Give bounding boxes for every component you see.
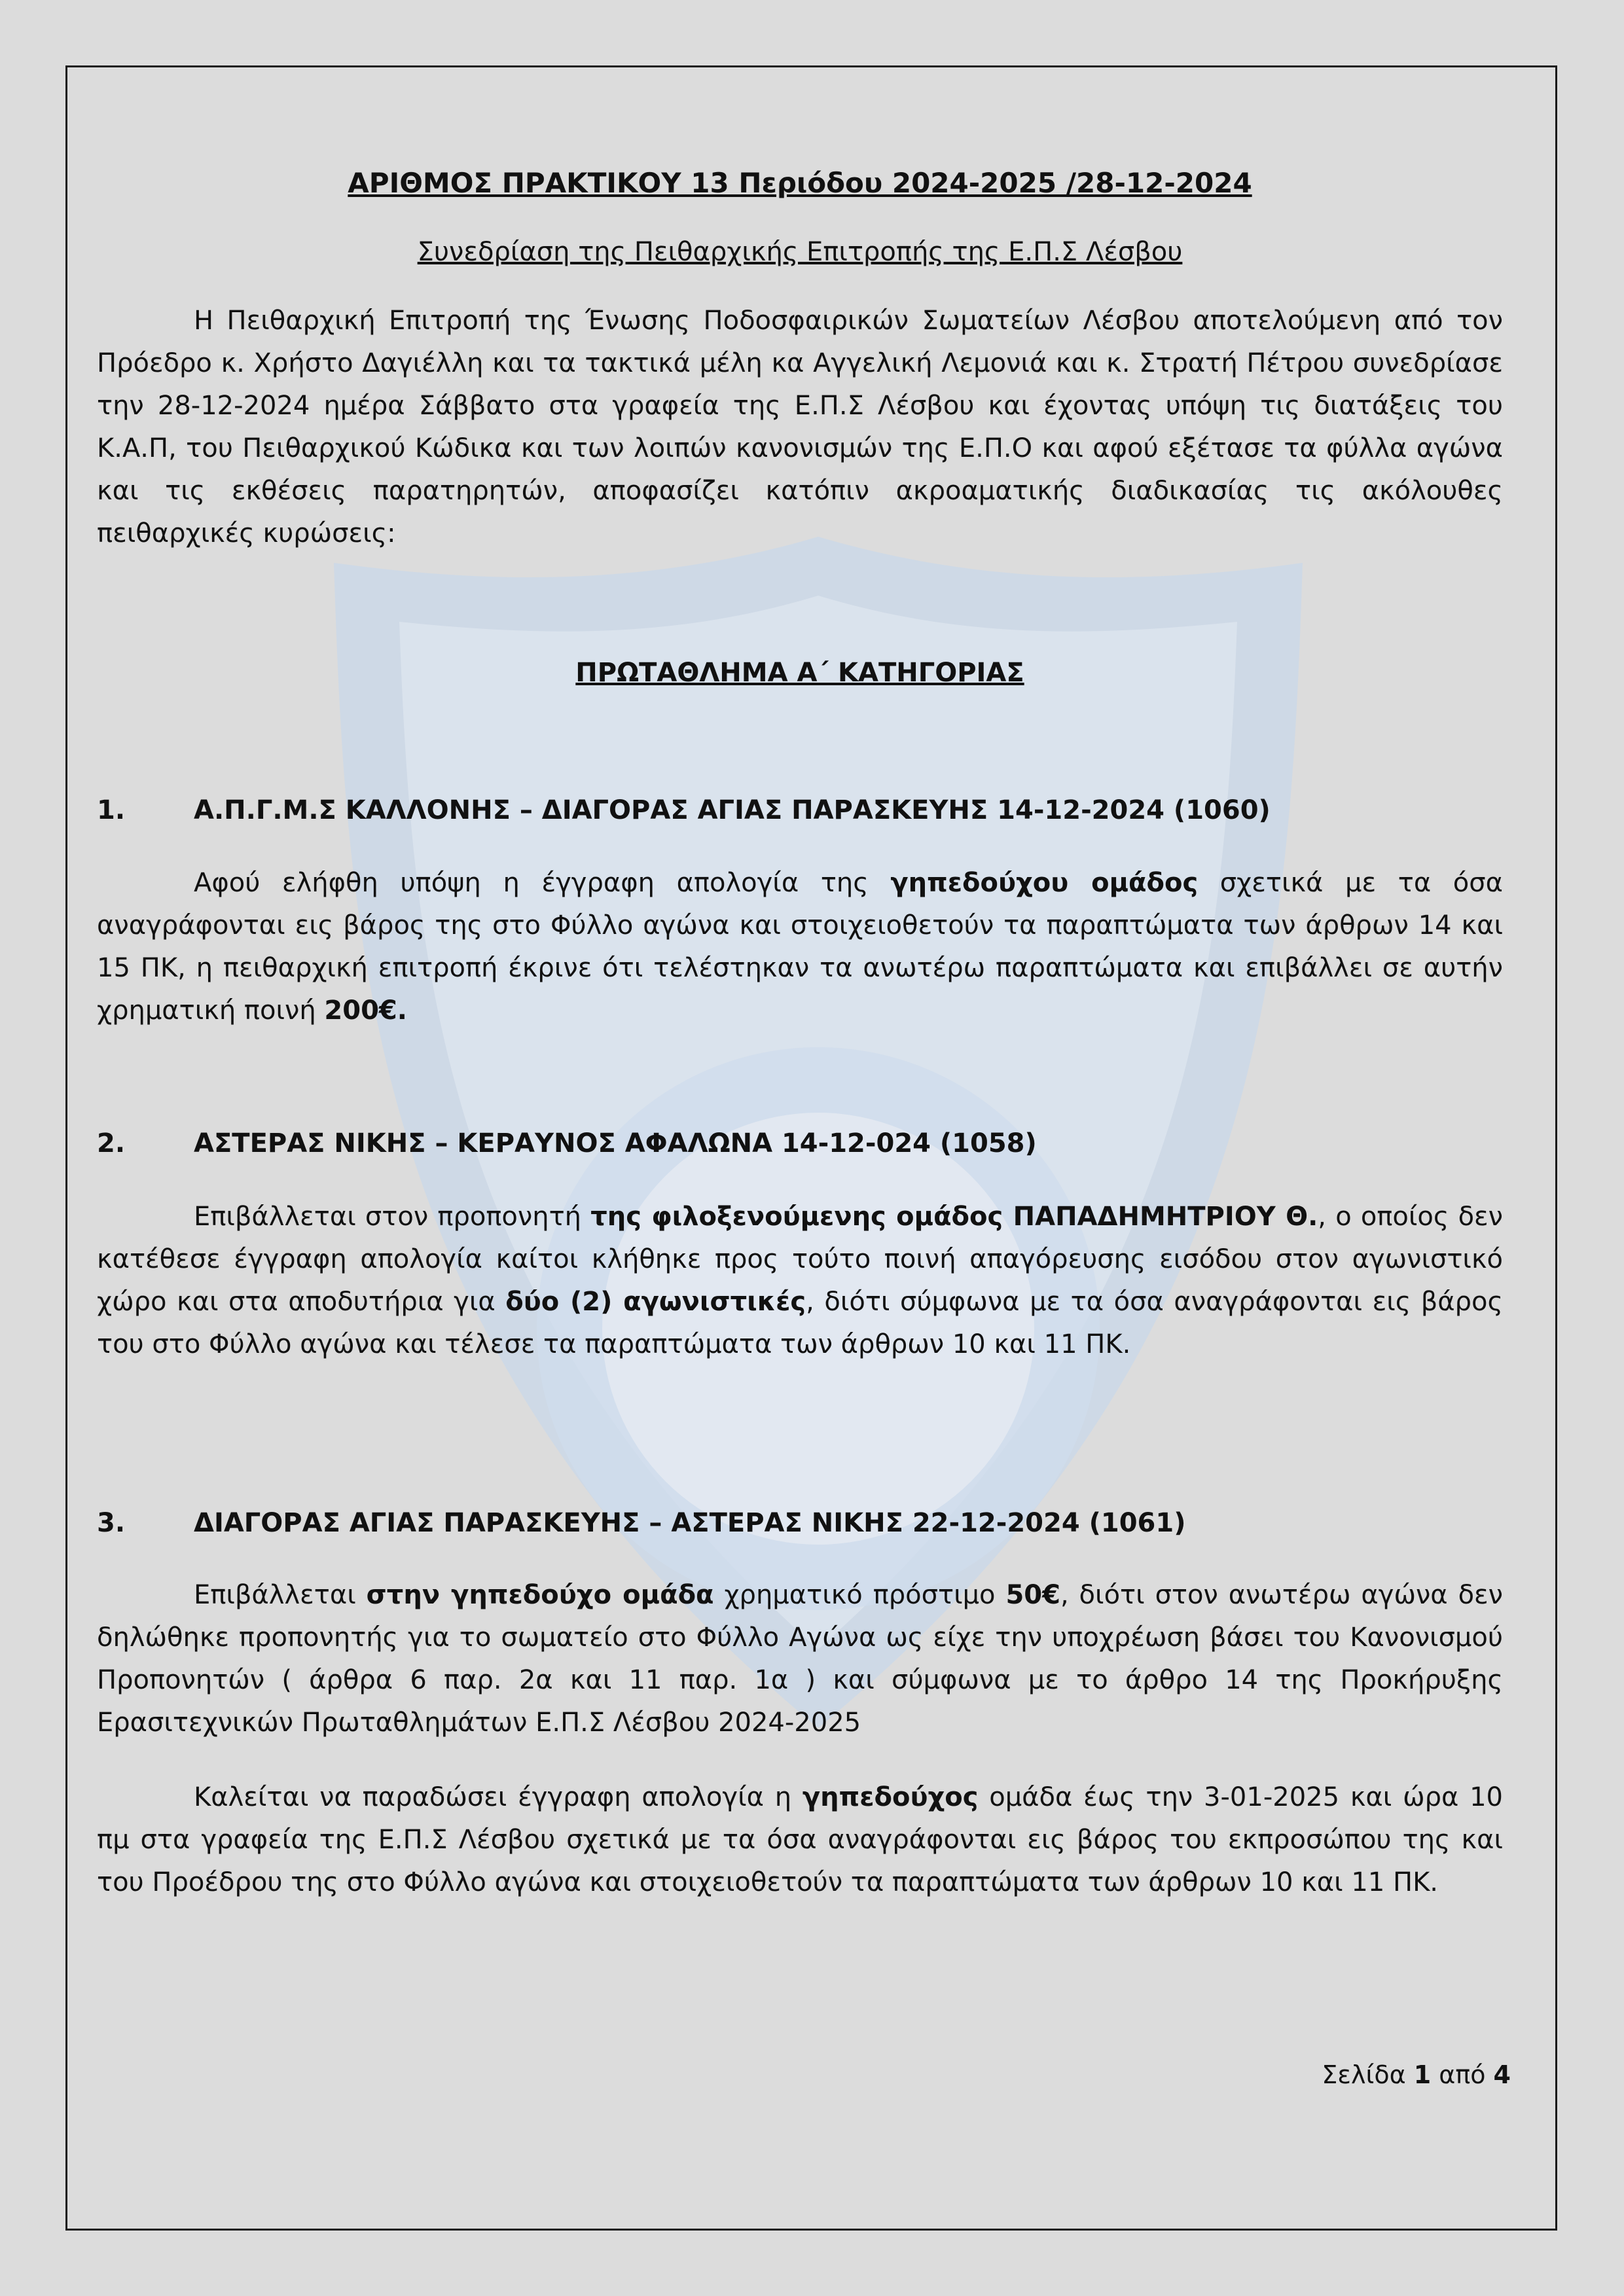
page-number: Σελίδα 1 από 4 <box>1322 2060 1511 2089</box>
case-1-paragraph: Αφού ελήφθη υπόψη η έγγραφη απολογία της γηπεδούχου ομάδος σχετικά με τα όσα αναγράφονται εις βάρος της στο Φύλλο αγώνα και στοιχειοθετούν τα παραπτώματα των άρθρων 14 και 15 ΠΚ, η πειθαρχική επιτροπή έκρινε ότι τελέστηκαν τα ανωτέρω παραπτώματα και επιβάλλει σε αυτήν χρηματική ποινή 200€. <box>97 868 1503 1026</box>
document-title: ΑΡΙΘΜΟΣ ΠΡΑΚΤΙΚΟΥ 13 Περιόδου 2024-2025 /28-12-2024 <box>348 167 1252 199</box>
case-title: ΑΣΤΕΡΑΣ ΝΙΚΗΣ – ΚΕΡΑΥΝΟΣ ΑΦΑΛΩΝΑ 14-12-024 (1058) <box>194 1128 1037 1158</box>
case-number: 3. <box>97 1508 126 1538</box>
case-3-paragraph-2: Καλείται να παραδώσει έγγραφη απολογία η γηπεδούχος ομάδα έως την 3-01-2025 και ώρα 10 πμ στα γραφεία της Ε.Π.Σ Λέσβου σχετικά με τα όσα αναγράφονται εις βάρος του εκπροσώπου της και του Προέδρου της στο Φύλλο αγώνα και στοιχειοθετούν τα παραπτώματα των άρθρων 10 και 11 ΠΚ. <box>97 1782 1503 1897</box>
intro-paragraph: Η Πειθαρχική Επιτροπή της Ένωσης Ποδοσφαιρικών Σωματείων Λέσβου αποτελούμενη από τον Πρόεδρο κ. Χρήστο Δαγιέλλη και τα τακτικά μέλη κα Αγγελική Λεμονιά και κ. Στρατή Πέτρου συνεδρίασε την 28-12-2024 ημέρα Σάββατο στα γραφεία της Ε.Π.Σ Λέσβου και έχοντας υπόψη τις διατάξεις του Κ.Α.Π, του Πειθαρχικού Κώδικα και των λοιπών κανονισμών της Ε.Π.Ο και αφού εξέτασε τα φύλλα αγώνα και τις εκθέσεις παρατηρητών, αποφασίζει κατόπιν ακροαματικής διαδικασίας τις ακόλουθες πειθαρχικές κυρώσεις: <box>97 306 1503 548</box>
case-number: 1. <box>97 795 126 825</box>
section-heading: ΠΡΩΤΑΘΛΗΜΑ Α΄ ΚΑΤΗΓΟΡΙΑΣ <box>575 658 1024 688</box>
case-title: Α.Π.Γ.Μ.Σ ΚΑΛΛΟΝΗΣ – ΔΙΑΓΟΡΑΣ ΑΓΙΑΣ ΠΑΡΑΣΚΕΥΗΣ 14-12-2024 (1060) <box>194 795 1271 825</box>
case-2-paragraph: Επιβάλλεται στον προπονητή της φιλοξενούμενης ομάδος ΠΑΠΑΔΗΜΗΤΡΙΟΥ Θ., ο οποίος δεν κατέθεσε έγγραφη απολογία καίτοι κλήθηκε προς τούτο ποινή απαγόρευσης εισόδου στον αγωνιστικό χώρο και στα αποδυτήρια για δύο (2) αγωνιστικές, διότι σύμφωνα με τα όσα αναγράφονται εις βάρος του στο Φύλλο αγώνα και τέλεσε τα παραπτώματα των άρθρων 10 και 11 ΠΚ. <box>97 1202 1504 1359</box>
case-number: 2. <box>97 1128 126 1158</box>
document-subtitle: Συνεδρίαση της Πειθαρχικής Επιτροπής της Ε.Π.Σ Λέσβου <box>417 237 1183 267</box>
case-title: ΔΙΑΓΟΡΑΣ ΑΓΙΑΣ ΠΑΡΑΣΚΕΥΗΣ – ΑΣΤΕΡΑΣ ΝΙΚΗΣ 22-12-2024 (1061) <box>194 1508 1186 1538</box>
case-3-paragraph-1: Επιβάλλεται στην γηπεδούχο ομάδα χρηματικό πρόστιμο 50€, διότι στον ανωτέρω αγώνα δεν δηλώθηκε προπονητής για το σωματείο στο Φύλλο Αγώνα ως είχε την υποχρέωση βάσει του Κανονισμού Προπονητών ( άρθρα 6 παρ. 2α και 11 παρ. 1α ) και σύμφωνα με το άρθρο 14 της Προκήρυξης Ερασιτεχνικών Πρωταθλημάτων Ε.Π.Σ Λέσβου 2024-2025 <box>97 1580 1504 1738</box>
